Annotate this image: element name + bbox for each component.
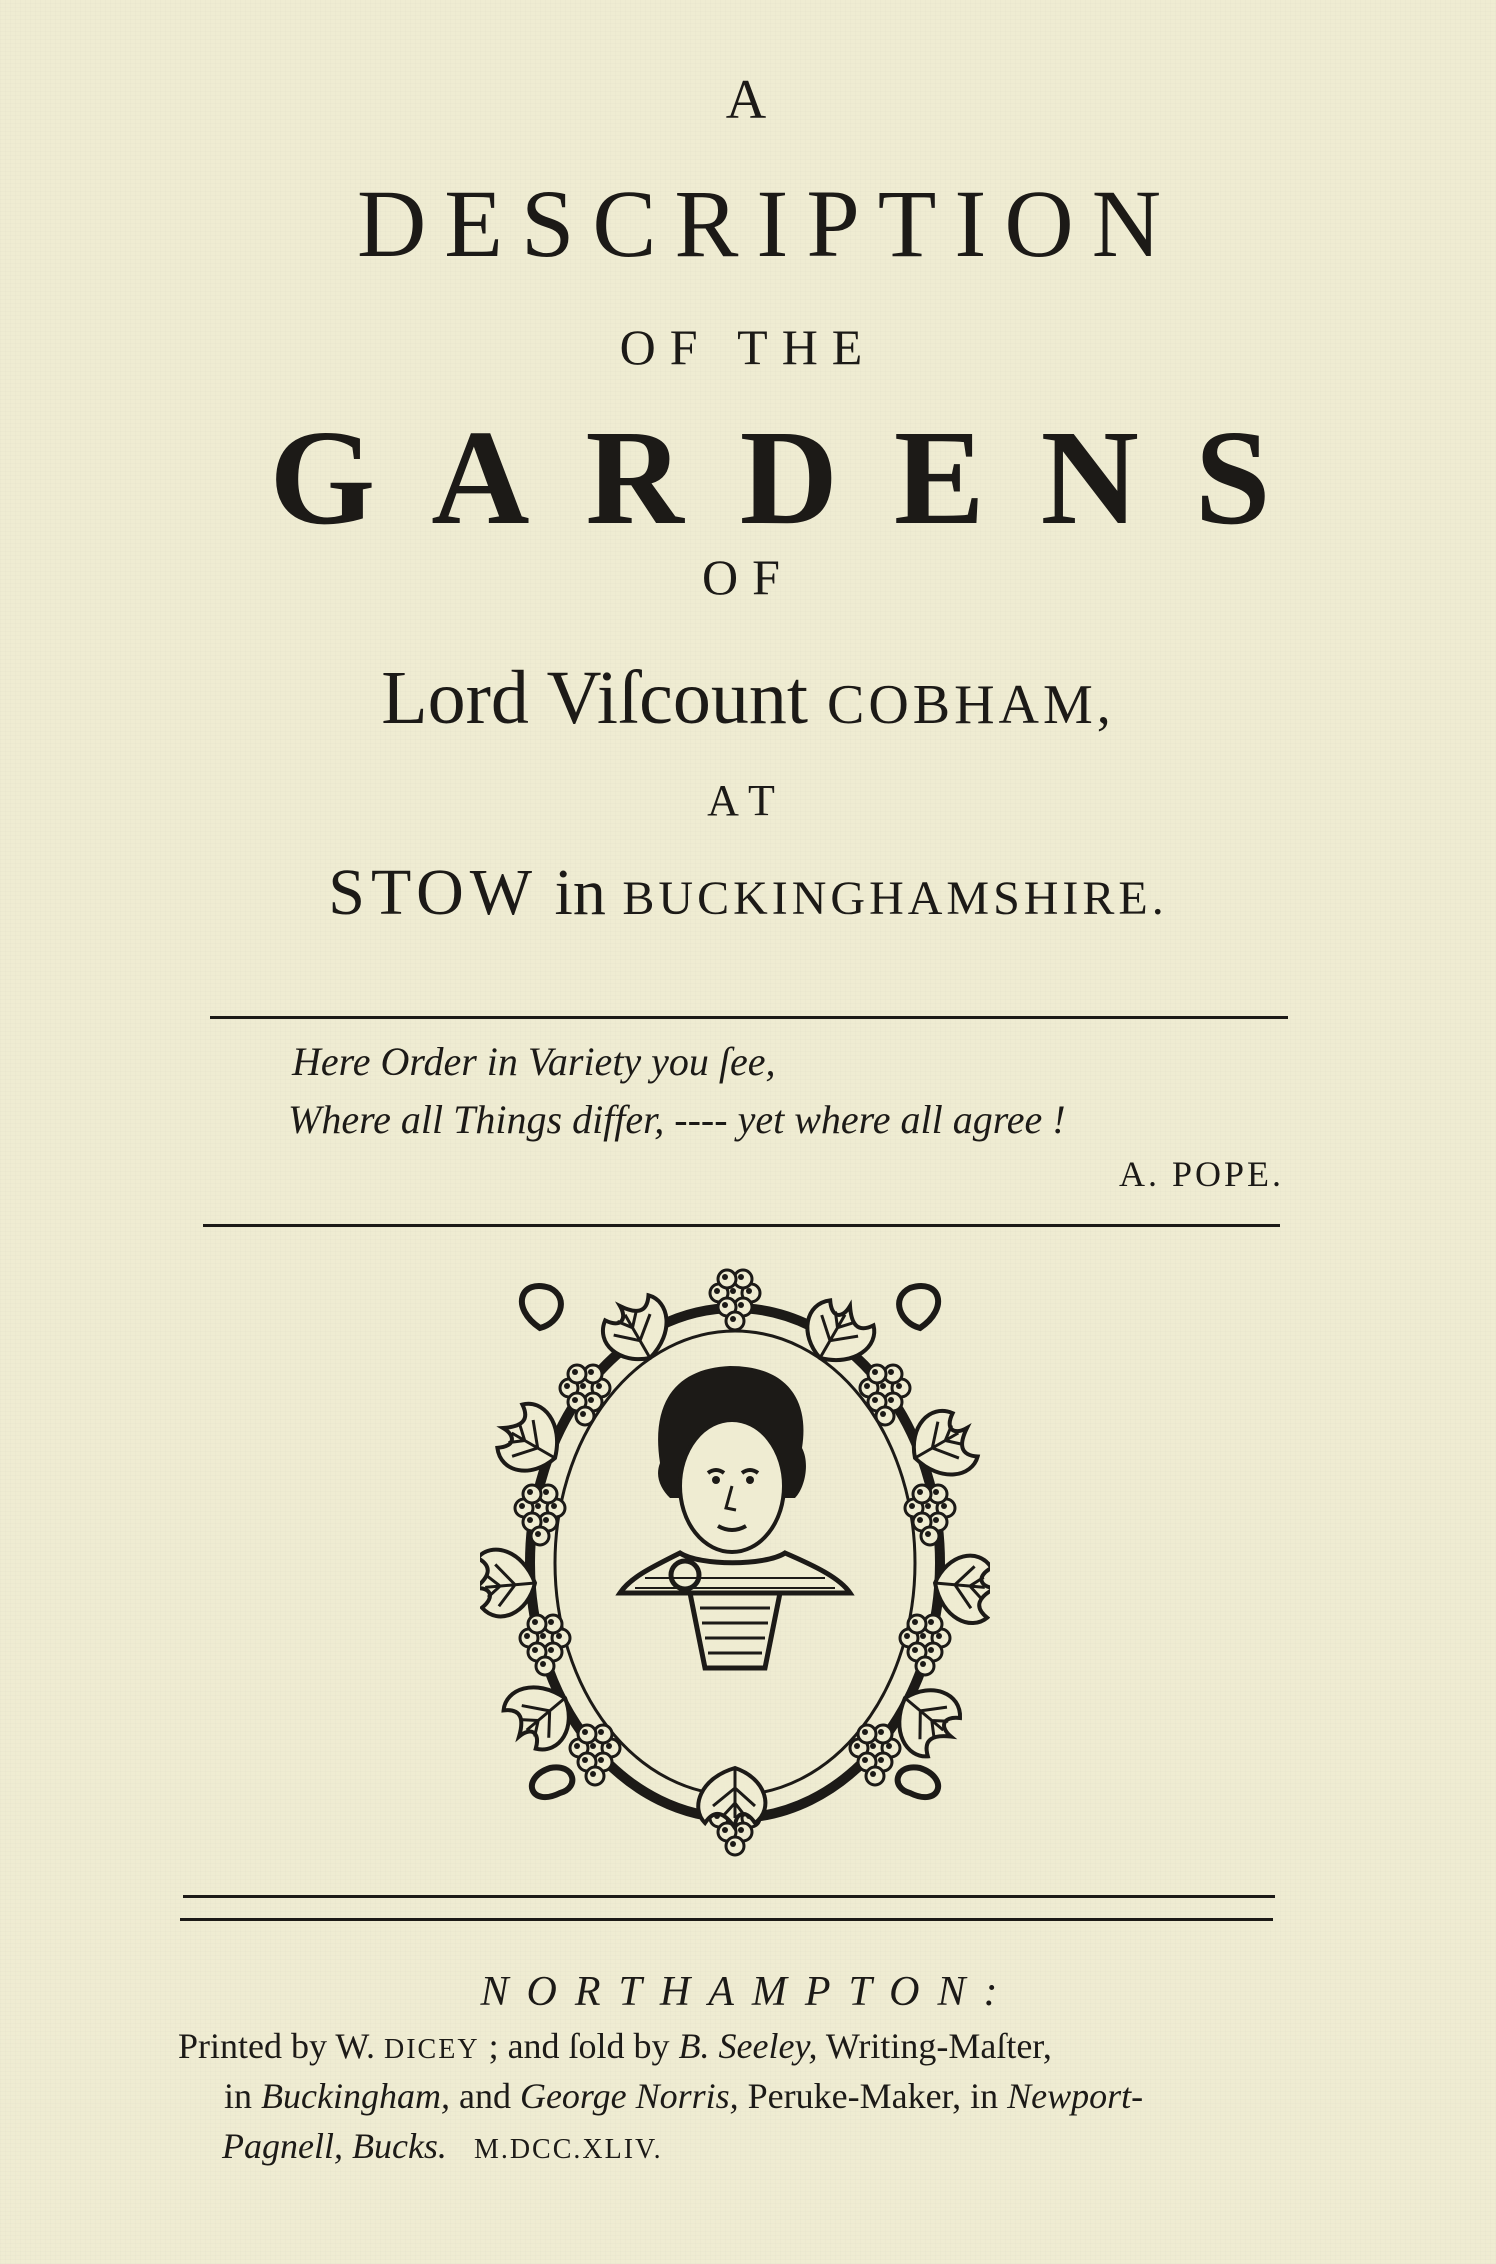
title-description: DESCRIPTION [356, 170, 1180, 277]
imprint-seller: B. Seeley, [678, 2026, 818, 2066]
place-name: STOW [328, 856, 539, 929]
lord-surname: COBHAM, [826, 674, 1115, 736]
epigraph-line-2: Where all Things differ, ---- yet where all agree ! [288, 1097, 1066, 1142]
portrait-bust [620, 1366, 850, 1668]
title-of-the: OF THE [619, 319, 877, 375]
rule-top-epigraph [210, 1016, 1288, 1019]
title-of: OF [702, 549, 794, 605]
imprint-town-2: Newport- [1007, 2076, 1144, 2116]
imprint-date: M.DCC.XLIV. [473, 2134, 663, 2165]
imprint-printed-by: Printed by W. [178, 2026, 385, 2066]
title-gardens: GARDENS [269, 403, 1327, 553]
imprint-and: and [449, 2076, 520, 2116]
imprint-line-3 [222, 2125, 663, 2167]
imprint-line-2 [224, 2075, 1143, 2117]
rule-imprint-top-2 [180, 1918, 1273, 1921]
imprint-town-2-cont: Pagnell, Bucks. [222, 2126, 447, 2166]
rule-imprint-top-1 [183, 1895, 1275, 1898]
epigraph-attribution: A. POPE. [1118, 1154, 1284, 1194]
title-place [0, 855, 1496, 931]
title-article: A [725, 69, 771, 131]
imprint-sold-by: ; and ſold by [479, 2026, 679, 2066]
imprint-name: George Norris, [519, 2076, 739, 2116]
rule-bottom-epigraph [203, 1224, 1280, 1227]
imprint-seller-trade: Writing-Maſter, [817, 2026, 1052, 2066]
place-in: in [538, 856, 623, 929]
epigraph-line-1: Here Order in Variety you ſee, [292, 1039, 776, 1084]
title-lord [0, 655, 1496, 742]
imprint-line-1 [178, 2025, 1052, 2067]
lord-name: Lord Viſcount [381, 656, 827, 740]
imprint-trade: Peruke-Maker, in [738, 2076, 1008, 2116]
imprint-in: in [224, 2076, 262, 2116]
imprint-city: NORTHAMPTON: [480, 1969, 1016, 2015]
imprint-printer: DICEY [384, 2034, 480, 2065]
county-name: BUCKINGHAMSHIRE. [622, 872, 1168, 925]
title-at: AT [707, 776, 789, 825]
imprint-town: Buckingham, [261, 2076, 450, 2116]
wreath-portrait-emblem [480, 1248, 990, 1868]
